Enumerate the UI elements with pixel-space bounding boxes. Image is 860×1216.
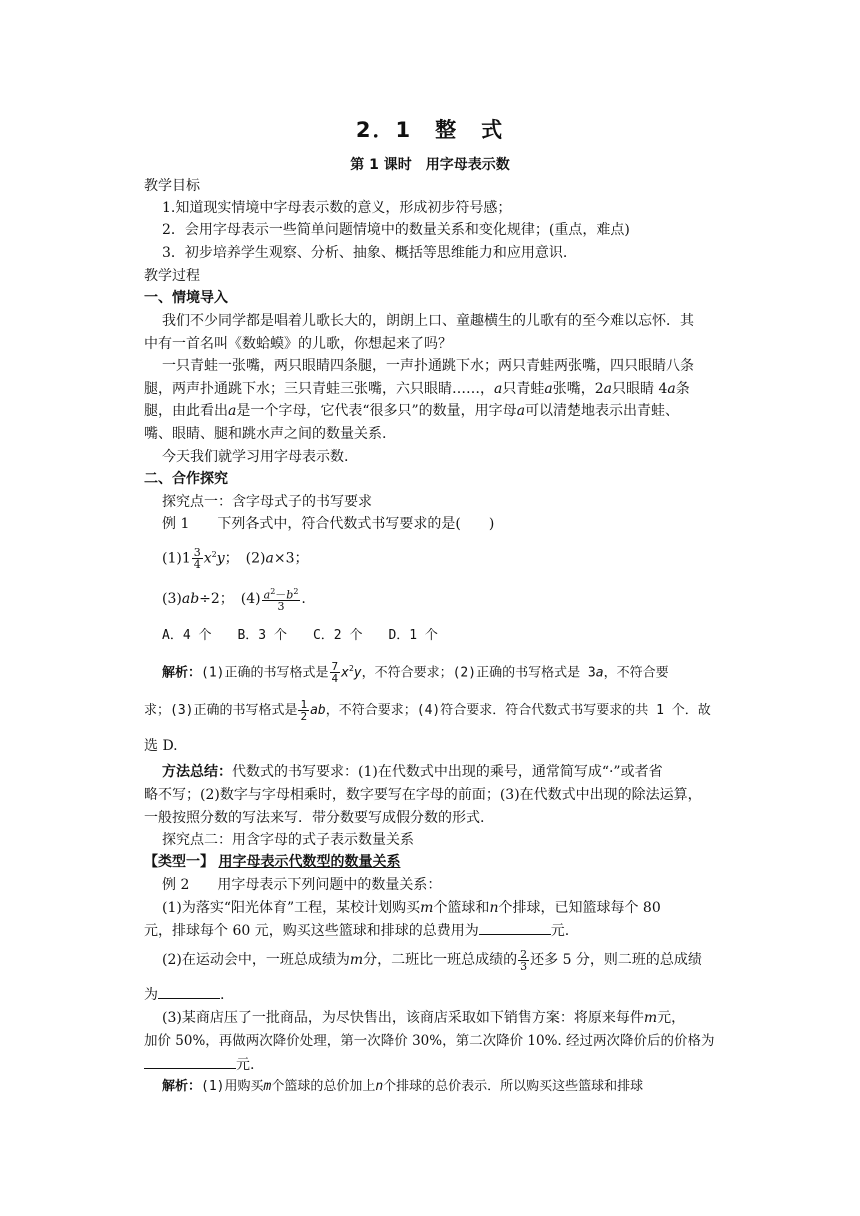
intro-line-3: 一只青蛙一张嘴，两只眼睛四条腿，一声扑通跳下水；两只青蛙两张嘴，四只眼睛八条 xyxy=(162,358,694,374)
example-1-options: A．4 个 B．3 个 C．2 个 D．1 个 xyxy=(162,628,438,643)
fraction: $\frac{a^2-b^2}{3}$ xyxy=(263,586,299,614)
fraction: $\frac{7}{4}$ xyxy=(331,660,339,686)
section-1-heading: 一、情境导入 xyxy=(144,290,228,306)
example-2-q2-line-2: 为 . xyxy=(144,984,224,1005)
example-1: 例 1 下列各式中，符合代数式书写要求的是( ) xyxy=(162,516,495,532)
example-2-q3-line-3: 元. xyxy=(144,1054,254,1075)
goal-3: 3．初步培养学生观察、分析、抽象、概括等思维能力和应用意识. xyxy=(162,245,568,261)
analysis-1-line-3: 选 D. xyxy=(144,738,178,754)
type-1-heading: 【类型一】 用字母表示代数型的数量关系 xyxy=(144,854,401,870)
summary-line-1: 方法总结：代数式的书写要求：(1)在代数式中出现的乘号，通常简写成“·”或者省 xyxy=(162,764,663,780)
answer-blank[interactable] xyxy=(479,920,551,935)
intro-line-5: 腿，由此看出a是一个字母，它代表“很多只”的数量，用字母a可以清楚地表示出青蛙、 xyxy=(144,403,680,419)
fraction: $\frac{1}{2}$ xyxy=(300,698,308,723)
example-2-q3-line-2: 加价 50%，再做两次降价处理，第一次降价 30%，第二次降价 10%. 经过两次降价后的价格为 xyxy=(144,1033,715,1049)
intro-line-6: 嘴、眼睛、腿和跳水声之间的数量关系. xyxy=(144,426,387,442)
analysis-1-line-2: 求；(3)正确的书写格式是 $\frac{1}{2}$ ab，不符合要求；(4)符合要求．符合代数式书写要求的共 1 个．故 xyxy=(144,698,711,723)
example-2-q1-line-1: (1)为落实“阳光体育”工程，某校计划购买m个篮球和n个排球，已知篮球每个 80 xyxy=(162,900,661,916)
analysis-2-line-1: 解析：(1)用购买m个篮球的总价加上n个排球的总价表示．所以购买这些篮球和排球 xyxy=(162,1079,644,1094)
answer-blank[interactable] xyxy=(158,984,220,999)
analysis-1-line-1: 解析：(1)正确的书写格式是 $\frac{7}{4}$ $x^2y$，不符合要求；(2)正确的书写格式是 3a，不符合要 xyxy=(162,660,669,686)
intro-line-4: 腿，两声扑通跳下水；三只青蛙三张嘴，六只眼睛……，a只青蛙a张嘴，2a只眼睛 4a条 xyxy=(144,381,690,397)
lesson-subtitle: 第 1 课时 用字母表示数 xyxy=(350,157,510,173)
example-1-items-a: (1)1 $\frac{3}{4}$ $x^2y$； (2)a×3； xyxy=(162,546,309,572)
fraction: $\frac{3}{4}$ xyxy=(193,546,201,572)
page-title: 2．1 整 式 xyxy=(355,118,505,142)
goal-1: 1.知道现实情境中字母表示数的意义，形成初步符号感； xyxy=(162,200,512,216)
example-2: 例 2 用字母表示下列问题中的数量关系： xyxy=(162,877,442,893)
answer-blank[interactable] xyxy=(144,1054,236,1069)
example-2-q3-line-1: (3)某商店压了一批商品，为尽快售出，该商店采取如下销售方案：将原来每件m元， xyxy=(162,1010,686,1026)
fraction: $\frac{2}{3}$ xyxy=(520,947,528,973)
section-2-heading: 二、合作探究 xyxy=(144,471,228,487)
summary-line-3: 一般按照分数的写法来写．带分数要写成假分数的形式. xyxy=(144,810,485,826)
intro-line-7: 今天我们就学习用字母表示数. xyxy=(162,449,349,465)
intro-line-2: 中有一首名叫《数蛤蟆》的儿歌，你想起来了吗？ xyxy=(144,336,452,352)
example-2-q2-line-1: (2)在运动会中，一班总成绩为m分，二班比一班总成绩的 $\frac{2}{3}$ 还多 5 分，则二班的总成绩 xyxy=(162,947,702,973)
process-heading: 教学过程 xyxy=(144,268,200,284)
explore-point-2: 探究点二：用含字母的式子表示数量关系 xyxy=(162,832,414,848)
goals-heading: 教学目标 xyxy=(144,178,200,194)
goal-2: 2．会用字母表示一些简单问题情境中的数量关系和变化规律；(重点，难点) xyxy=(162,222,630,238)
intro-line-1: 我们不少同学都是唱着儿歌长大的，朗朗上口、童趣横生的儿歌有的至今难以忘怀．其 xyxy=(162,313,694,329)
summary-line-2: 略不写；(2)数字与字母相乘时，数字要写在字母的前面；(3)在代数式中出现的除法运算， xyxy=(144,787,702,803)
example-1-items-b: (3)ab÷2； (4) $\frac{a^2-b^2}{3}$ . xyxy=(162,586,306,614)
explore-point-1: 探究点一：含字母式子的书写要求 xyxy=(162,494,372,510)
example-2-q1-line-2: 元，排球每个 60 元，购买这些篮球和排球的总费用为 元. xyxy=(144,920,569,941)
